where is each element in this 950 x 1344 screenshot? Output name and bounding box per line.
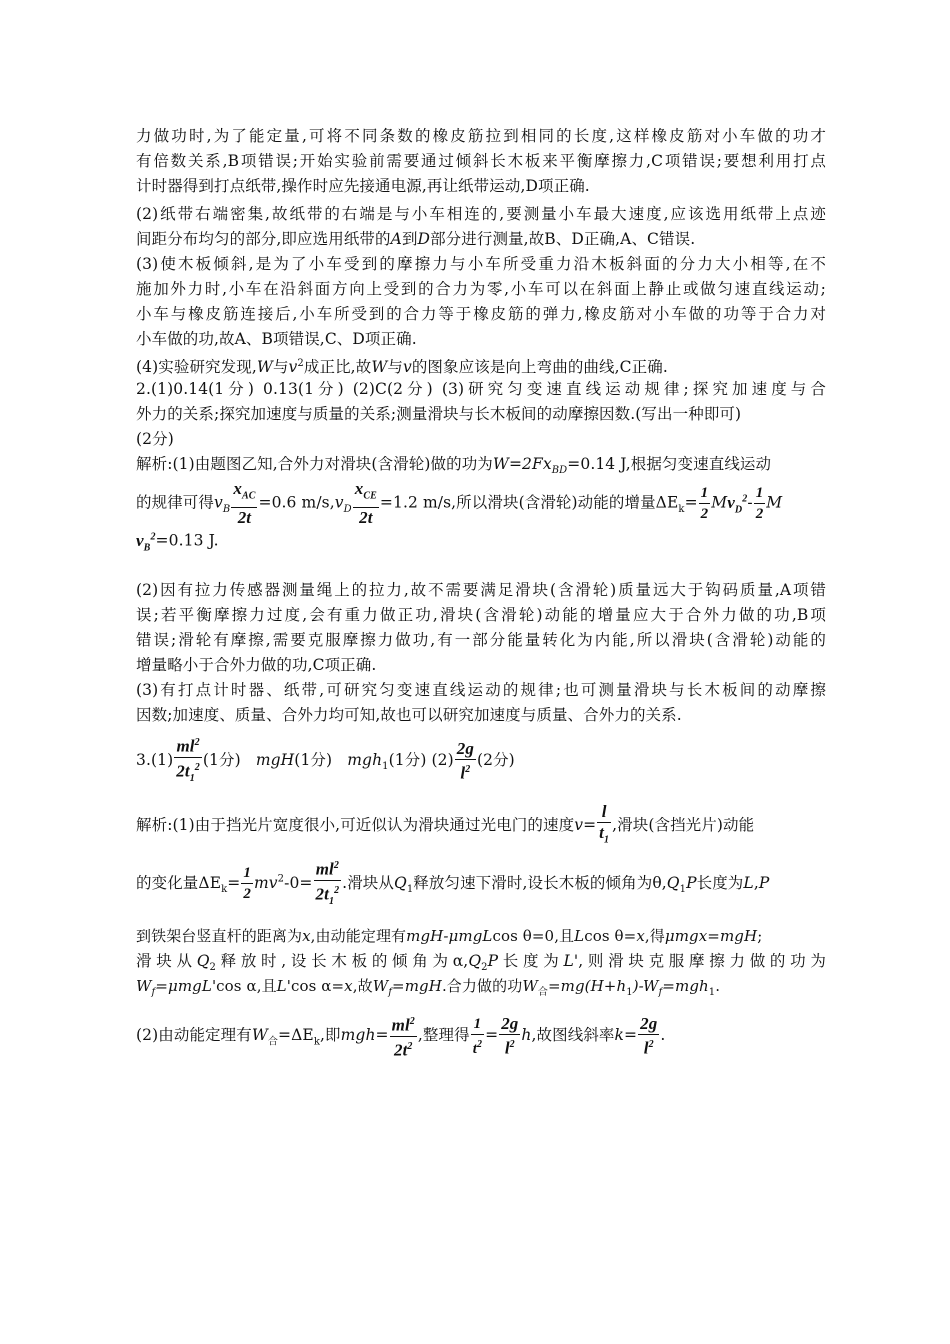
- text-line: 外力的关系;探究加速度与质量的关系;测量滑块与长木板间的动摩擦因数.(写出一种即可): [136, 405, 742, 423]
- text-line: (4)实验研究发现,W与$v^2$成正比,故W与v的图象应该是向上弯曲的曲线,C正确.: [136, 358, 668, 377]
- text-line: (3)有打点计时器、纸带,可研究匀变速直线运动的规律;也可测量滑块与长木板间的动摩擦: [136, 681, 826, 699]
- text-line: $v_B^2=0.13$ J.: [136, 530, 219, 554]
- fraction-half: $\frac{1}{2}$: [243, 865, 251, 903]
- fraction-xce: $\frac{x_{CE}}{2t}$: [354, 479, 377, 527]
- text-line: 计时器得到打点纸带,操作时应先接通电源,再让纸带运动,D项正确.: [136, 177, 590, 195]
- text-line: (3)使木板倾斜,是为了小车受到的摩擦力与小车所受重力沿木板斜面的分力大小相等,在不: [136, 255, 826, 273]
- text-line: 增量略小于合外力做的功,C项正确.: [136, 656, 377, 674]
- fraction-half: $\frac{1}{2}$: [755, 485, 764, 523]
- fraction-xac: $\frac{x_{AC}}{2t}$: [233, 479, 256, 527]
- text-line: 错误;滑轮有摩擦,需要克服摩擦力做功,有一部分能量转化为内能,所以滑块(含滑轮)动能的: [136, 631, 826, 649]
- formula-line: 的变化量$\Delta E_k=$ $\frac{1}{2}$ $mv^2-0=$ $\frac{ml^2}{2t_1^2}$ .滑块从$Q_1$释放匀速下滑时,设长木板的倾角为$\theta,Q_1P$长度为L,P: [136, 856, 826, 912]
- fraction-2g-l2: $\frac{2g}{l^2}$: [501, 1013, 519, 1058]
- fraction-ml2-2t1: $\frac{ml^2}{2t_1^2}$: [174, 733, 202, 789]
- fraction-2g-l2: $\frac{2g}{l^2}$: [456, 738, 474, 783]
- fraction-2g-l2: $\frac{2g}{l^2}$: [640, 1013, 658, 1058]
- fraction-ml2-2t2: $\frac{ml^2}{2t^2}$: [390, 1012, 417, 1060]
- text-line: 因数;加速度、质量、合外力均可知,故也可以研究加速度与质量、合外力的关系.: [136, 706, 682, 724]
- formula-line: 3.(1) $\frac{ml^2}{2t_1^2}$ (1分) mgH(1分) mgh$_1$(1分) (2) $\frac{2g}{l^2}$ (2分): [136, 733, 826, 789]
- text-line: 滑块从$Q_2$释放时,设长木板的倾角为$\alpha,Q_2P$长度为L',则滑块克服摩擦力做的功为: [136, 952, 826, 974]
- formula-line: (2)由动能定理有$W_合=\Delta E_k$,即mgh= $\frac{ml^2}{2t^2}$ ,整理得 $\frac{1}{t^2}$ = $\frac{2g}{l^2}$ h,故图线斜率k= $\frac{2g}{l^2}$ .: [136, 1013, 666, 1060]
- text-line: 小车与橡皮筋连接后,小车所受到的合力等于橡皮筋的弹力,橡皮筋对小车做的功等于合力对: [136, 305, 826, 323]
- text-line: 间距分布均匀的部分,即应选用纸带的A到D部分进行测量,故B、D正确,A、C错误.: [136, 230, 696, 248]
- fraction-ml2-2t1: $\frac{ml^2}{2t_1^2}$: [314, 856, 342, 912]
- text-line: 2.(1)0.14(1分) 0.13(1分) (2)C(2分) (3)研究匀变速直线运动规律;探究加速度与合: [136, 380, 826, 398]
- text-line: $W_f=\mu mgL'\cos$ α,且L'cos α=x,故$W_f=mgH$.合力做的功$W_合=mg(H+h_1)-W_f=mgh_1$.: [136, 977, 721, 998]
- text-line: 力做功时,为了能定量,可将不同条数的橡皮筋拉到相同的长度,这样橡皮筋对小车做的功才: [136, 127, 826, 145]
- text-line: (2)因有拉力传感器测量绳上的拉力,故不需要满足滑块(含滑轮)质量远大于钩码质量,A项错: [136, 581, 826, 599]
- formula-line: 解析:(1)由于挡光片宽度很小,可近似认为滑块通过光电门的速度v= $\frac{l}{t_1}$ ,滑块(含挡光片)动能: [136, 802, 826, 850]
- text-line: 到铁架台竖直杆的距离为x,由动能定理有mgH-μmgLcos θ=0,且Lcos θ=x,得μmgx=mgH;: [136, 927, 763, 945]
- fraction-l-t1: $\frac{l}{t_1}$: [599, 802, 610, 846]
- text-line: 小车做的功,故A、B项错误,C、D项正确.: [136, 330, 417, 348]
- fraction-half: $\frac{1}{2}$: [700, 485, 709, 523]
- text-line: 有倍数关系,B项错误;开始实验前需要通过倾斜长木板来平衡摩擦力,C项错误;要想利用打点: [136, 152, 826, 170]
- text-line: (2)纸带右端密集,故纸带的右端是与小车相连的,要测量小车最大速度,应该选用纸带上点迹: [136, 205, 826, 223]
- text-line: (2分): [136, 430, 174, 448]
- text-line: 解析:(1)由题图乙知,合外力对滑块(含滑轮)做的功为$W=2Fx_{BD}=0.14$ J,根据匀变速直线运动: [136, 455, 772, 477]
- formula-line: 的规律可得$v_B$ $\frac{x_{AC}}{2t}$ =0.6 $m/s,v_D$ $\frac{x_{CE}}{2t}$ =1.2 m/s,所以滑块(含滑轮)动能的增量$\Delta E_k=$ $\frac{1}{2}$ $Mv_D^2-$ $\frac{1}{2}$ M: [136, 479, 783, 527]
- text-line: 施加外力时,小车在沿斜面方向上受到的合力为零,小车可以在斜面上静止或做匀速直线运动;: [136, 280, 826, 298]
- fraction-1-t2: $\frac{1}{t^2}$: [472, 1015, 483, 1057]
- text-line: 误;若平衡摩擦力过度,会有重力做正功,滑块(含滑轮)动能的增量应大于合外力做的功,B项: [136, 606, 826, 624]
